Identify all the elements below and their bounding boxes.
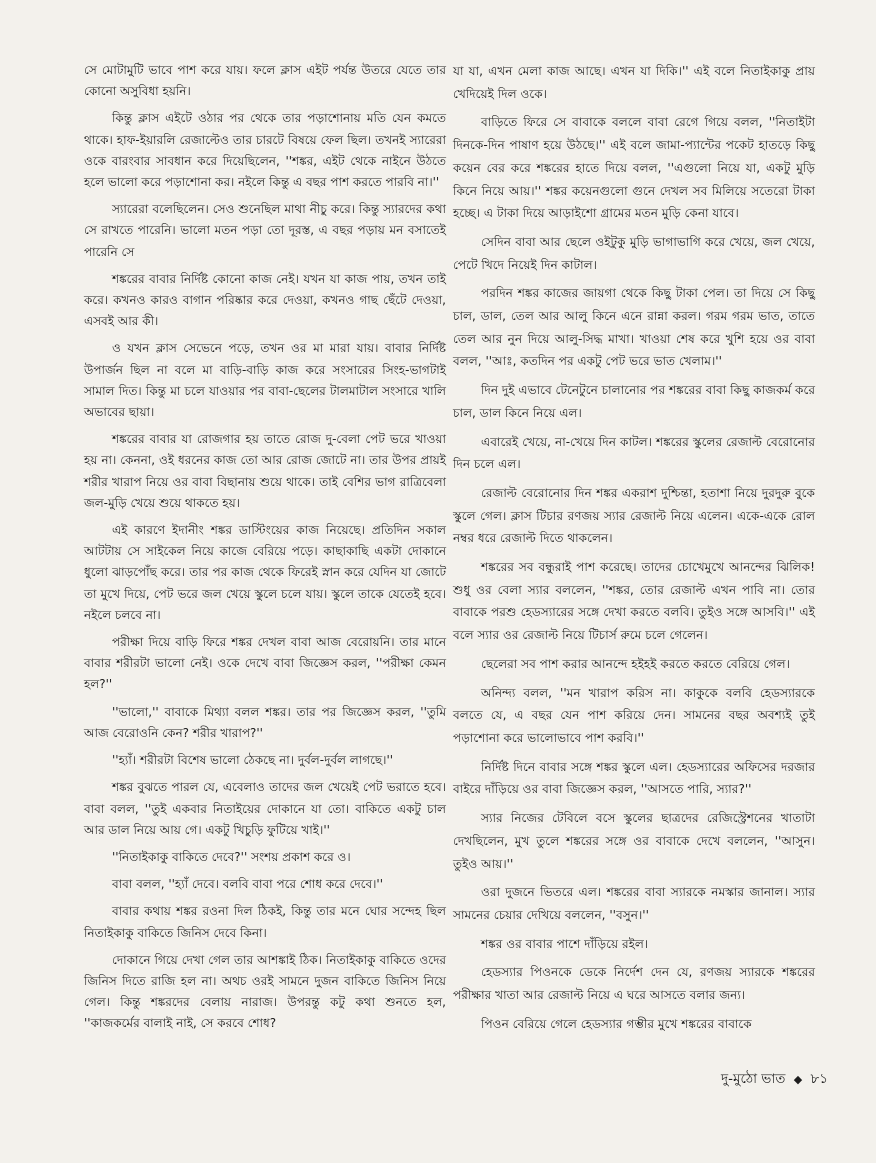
paragraph: অনিন্দ্য বলল, ''মন খারাপ করিস না। কাকুকে বলবি হেডস্যারকে বলতে যে, এ বছর যেন পাশ করিয়ে দেন। সামনের বছর অবশ্যই তুই পড়াশোনা করে ভালোভাবে পাশ করবি।'' [453,685,815,745]
paragraph: পরদিন শঙ্কর কাজের জায়গা থেকে কিছু টাকা পেল। তা দিয়ে সে কিছু চাল, ডাল, তেল আর আলু কিনে এনে রান্না করল। গরম গরম ভাত, তাতে তেল আর নুন দিয়ে আলু-সিদ্ধ মাখা। খাওয়া শেষ করে খুশি হয়ে ওর বাবা বলল, ''আঃ, কতদিন পর একটু পেট ভরে ভাত খেলাম।'' [453,286,815,369]
paragraph: শঙ্করের বাবার নির্দিষ্ট কোনো কাজ নেই। যখন যা কাজ পায়, তখন তাই করে। কখনও কারও বাগান পরিষ্কার করে দেওয়া, কখনও গাছ ছেঁটে দেওয়া, এসবই আর কী। [84,271,446,329]
paragraph: নির্দিষ্ট দিনে বাবার সঙ্গে শঙ্কর স্কুলে এল। হেডস্যারের অফিসের দরজার বাইরে দাঁড়িয়ে ওর বাবা জিজ্ঞেস করল, ''আসতে পারি, স্যার?'' [453,759,815,797]
paragraph: ওরা দুজনে ভিতরে এল। শঙ্করের বাবা স্যারকে নমস্কার জানাল। স্যার সামনের চেয়ার দেখিয়ে বললেন, ''বসুন।'' [453,885,815,922]
right-column [453,60,815,1041]
diamond-icon: ◆ [793,1073,803,1086]
left-column [84,60,446,1041]
page-number: ৮১ [810,1071,828,1087]
paragraph: সেদিন বাবা আর ছেলে ওইটুকু মুড়ি ভাগাভাগি করে খেয়ে, জল খেয়ে, পেটে খিদে নিয়েই দিন কাটাল। [453,234,815,272]
paragraph: এবারেই খেয়ে, না-খেয়ে দিন কাটল। শঙ্করের স্কুলের রেজাল্ট বেরোনোর দিন চলে এল। [453,434,815,472]
paragraph: দোকানে গিয়ে দেখা গেল তার আশঙ্কাই ঠিক। নিতাইকাকু বাকিতে ওদের জিনিস দিতে রাজি হল না। অথচ ওরই সামনে দুজন বাকিতে জিনিস নিয়ে গেল। কিন্তু শঙ্করদের বেলায় নারাজ। উপরন্তু কটু কথা শুনতে হল, ''কাজকর্মের বালাই নাই, সে করবে শোধ? [84,952,446,1031]
paragraph: দিন দুই এভাবে টেনেটুনে চালানোর পর শঙ্করের বাবা কিছু কাজকর্ম করে চাল, ডাল কিনে নিয়ে এল। [453,383,815,420]
paragraph: শঙ্করের সব বন্ধুরাই পাশ করেছে। তাদের চোখেমুখে আনন্দের ঝিলিক! শুধু ওর বেলা স্যার বললেন, ''শঙ্কর, তোর রেজাল্ট এখন পাবি না। তোর বাবাকে পরশু হেডস্যারের সঙ্গে দেখা করতে বলবি। তুইও সঙ্গে আসবি।'' এই বলে স্যার ওর রেজাল্ট নিয়ে টিচার্স রুমে চলে গেলেন। [453,560,815,643]
paragraph: ''নিতাইকাকু বাকিতে দেবে?'' সংশয় প্রকাশ করে ও। [112,849,351,864]
paragraph: শঙ্কর বুঝতে পারল যে, এবেলাও তাদের জল খেয়েই পেট ভরাতে হবে। বাবা বলল, ''তুই একবার নিতাইয়ের দোকানে যা তো। বাকিতে একটু চাল আর ডাল নিয়ে আয় গে। একটু খিচুড়ি ফুটিয়ে খাই।'' [84,780,446,837]
page-footer [721,1068,828,1091]
paragraph: ছেলেরা সব পাশ করার আনন্দে হইহই করতে করতে বেরিয়ে গেল। [481,656,790,671]
paragraph: বাবা বলল, ''হ্যাঁ দেবে। বলবি বাবা পরে শোধ করে দেবে।'' [112,877,384,892]
paragraph: কিন্তু ক্লাস এইটে ওঠার পর থেকে তার পড়াশোনায় মতি যেন কমতে থাকে। হাফ-ইয়ারলি রেজাল্টেও তার চারটে বিষয়ে ফেল ছিল। তখনই স্যারেরা ওকে বারংবার সাবধান করে দিয়েছিলেন, ''শঙ্কর, এইট থেকে নাইনে উঠতে হলে ভালো করে পড়াশোনা কর। নইলে কিন্তু এ বছর পাশ করতে পারবি না।'' [84,111,446,190]
paragraph: বাবার কথায় শঙ্কর রওনা দিল ঠিকই, কিন্তু তার মনে ঘোর সন্দেহ ছিল নিতাইকাকু বাকিতে জিনিস দেবে কিনা। [84,904,446,940]
paragraph: স্যারেরা বলেছিলেন। সেও শুনেছিল মাথা নীচু করে। কিন্তু স্যারদের কথা সে রাখতে পারেনি। ভালো মতন পড়া তো দূরস্ত, এ বছর পড়ায় মন বসাতেই পারেনি সে [84,202,446,259]
paragraph: পিওন বেরিয়ে গেলে হেডস্যার গম্ভীর মুখে শঙ্করের বাবাকে [481,1016,752,1031]
paragraph: স্যার নিজের টেবিলে বসে স্কুলের ছাত্রদের রেজিস্ট্রেশনের খাতাটা দেখছিলেন, মুখ তুলে শঙ্করের সঙ্গে ওর বাবাকে দেখে বললেন, ''আসুন। তুইও আয়।'' [453,811,815,871]
paragraph: শঙ্কর ওর বাবার পাশে দাঁড়িয়ে রইল। [481,936,649,951]
paragraph: যা যা, এখন মেলা কাজ আছে। এখন যা দিকি।'' এই বলে নিতাইকাকু প্রায় খেদিয়েই দিল ওকে। [453,64,815,101]
paragraph: বাড়িতে ফিরে সে বাবাকে বললে বাবা রেগে গিয়ে বলল, ''নিতাইটা দিনকে-দিন পাষাণ হয়ে উঠছে।'' এই বলে জামা-প্যান্টের পকেট হাতড়ে কিছু কয়েন বের করে শঙ্করের হাতে দিয়ে বলল, ''এগুলো নিয়ে যা, একটু মুড়ি কিনে নিয়ে আয়।'' শঙ্কর কয়েনগুলো গুনে দেখল সব মিলিয়ে সতেরো টাকা হচ্ছে। এ টাকা দিয়ে আড়াইশো গ্রামের মতন মুড়ি কেনা যাবে। [453,115,815,221]
paragraph: পরীক্ষা দিয়ে বাড়ি ফিরে শঙ্কর দেখল বাবা আজ বেরোয়নি। তার মানে বাবার শরীরটা ভালো নেই। ওকে দেখে বাবা জিজ্ঞেস করল, ''পরীক্ষা কেমন হল?'' [84,635,446,692]
paragraph: হেডস্যার পিওনকে ডেকে নির্দেশ দেন যে, রণজয় স্যারকে শঙ্করের পরীক্ষার খাতা আর রেজাল্ট নিয়ে এ ঘরে আসতে বলার জন্য। [453,965,815,1003]
paragraph: শঙ্করের বাবার যা রোজগার হয় তাতে রোজ দু-বেলা পেট ভরে খাওয়া হয় না। কেননা, ওই ধরনের কাজ তো আর রোজ জোটে না। তার উপর প্রায়ই শরীর খারাপ নিয়ে ওর বাবা বিছানায় শুয়ে থাকে। তাই বেশির ভাগ রাত্রিবেলা জল-মুড়ি খেয়ে শুয়ে থাকতে হয়। [84,432,446,510]
paragraph: ও যখন ক্লাস সেভেনে পড়ে, তখন ওর মা মারা যায়। বাবার নির্দিষ্ট উপার্জন ছিল না বলে মা বাড়ি-বাড়ি কাজ করে সংসারের সিংহ-ভাগটাই সামাল দিত। কিন্তু মা চলে যাওয়ার পর বাবা-ছেলের টালমাটাল সংসারে খালি অভাবের ছায়া। [84,341,446,420]
paragraph: এই কারণে ইদানীং শঙ্কর ডাস্টিংয়ের কাজ নিয়েছে। প্রতিদিন সকাল আটটায় সে সাইকেল নিয়ে কাজে বেরিয়ে পড়ে। কাছাকাছি একটা দোকানে ধুলো ঝাড়পোঁছ করে। তার পর কাজ থেকে ফিরেই স্নান করে যেদিন যা জোটে তা মুখে দিয়ে, পেট ভরে জল খেয়ে স্কুলে চলে যায়। স্কুলে তাকে যেতেই হবে। নইলে চলবে না। [84,523,446,622]
paragraph: ''হ্যাঁ। শরীরটা বিশেষ ভালো ঠেকছে না। দুর্বল-দুর্বল লাগছে।'' [112,753,394,768]
paragraph: রেজাল্ট বেরোনোর দিন শঙ্কর একরাশ দুশ্চিন্তা, হতাশা নিয়ে দুরদুরু বুকে স্কুলে গেল। ক্লাস টিচার রণজয় স্যার রেজাল্ট নিয়ে এলেন। একে-একে রোল নম্বর ধরে রেজাল্ট দিতে থাকলেন। [453,485,815,546]
paragraph: সে মোটামুটি ভাবে পাশ করে যায়। ফলে ক্লাস এইট পর্যন্ত উতরে যেতে তার কোনো অসুবিধা হয়নি। [84,63,446,99]
running-title: দু-মুঠো ভাত [720,1071,786,1087]
paragraph: ''ভালো,'' বাবাকে মিথ্যা বলল শঙ্কর। তার পর জিজ্ঞেস করল, ''তুমি আজ বেরোওনি কেন? শরীর খারাপ?'' [84,704,446,740]
